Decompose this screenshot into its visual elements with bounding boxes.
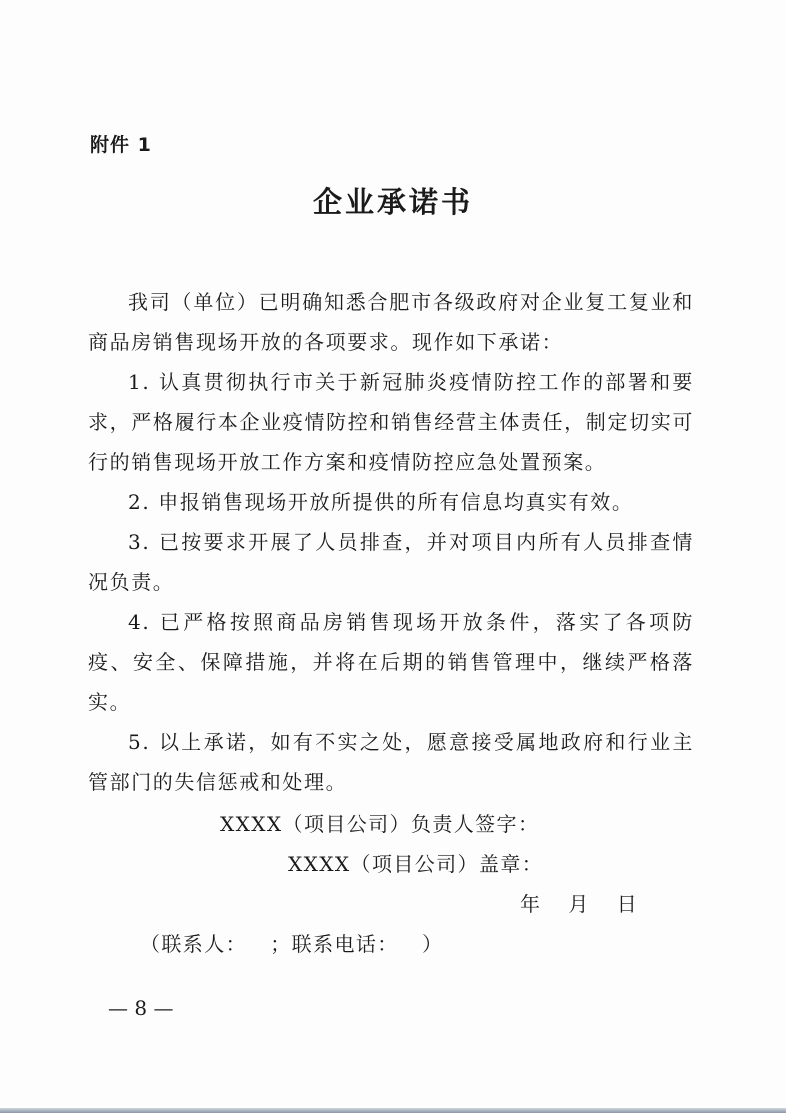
commitment-body [88,282,694,802]
commitment-item-5: 5. 以上承诺，如有不实之处，愿意接受属地政府和行业主管部门的失信惩戒和处理。 [88,730,694,794]
date-line [520,888,659,917]
commitment-item-4: 4. 已严格按照商品房销售现场开放条件，落实了各项防疫、安全、保障措施，并将在后期的销售管理中，继续严格落实。 [88,610,694,714]
intro-paragraph: 我司（单位）已明确知悉合肥市各级政府对企业复工复业和商品房销售现场开放的各项要求。现作如下承诺： [88,290,694,354]
attachment-label: 附件 1 [90,134,152,156]
date-month: 月 [568,892,589,916]
document-title: 企业承诺书 [312,185,473,219]
commitment-item-1: 1. 认真贯彻执行市关于新冠肺炎疫情防控工作的部署和要求，严格履行本企业疫情防控和销售经营主体责任，制定切实可行的销售现场开放工作方案和疫情防控应急处置预案。 [88,370,694,474]
commitment-item-3: 3. 已按要求开展了人员排查，并对项目内所有人员排查情况负责。 [88,530,694,594]
commitment-item-2: 2. 申报销售现场开放所提供的所有信息均真实有效。 [128,490,634,514]
signature-line: XXXX（项目公司）负责人签字： [220,812,540,836]
date-year: 年 [520,892,540,916]
contact-line: （联系人： ；联系电话： ） [140,932,444,956]
scan-edge-divider [0,1108,786,1113]
date-day: 日 [616,892,637,916]
page-number: — 8 — [108,996,174,1020]
seal-line: XXXX（项目公司）盖章： [288,852,544,876]
